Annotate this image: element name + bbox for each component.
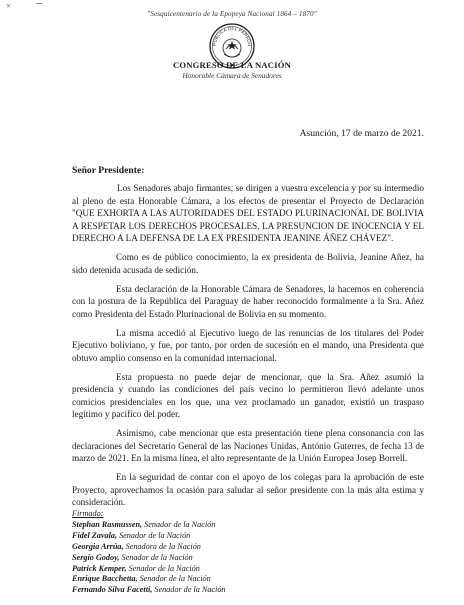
signer-title: Senador de la Nación — [137, 574, 211, 584]
signer-title: Senador de la Nación — [126, 563, 200, 573]
signer-row — [72, 542, 226, 553]
signers-label: Firmado: — [72, 509, 104, 518]
signer-row — [72, 531, 226, 542]
paragraph-4: La misma accedió al Ejecutivo luego de las renuncias de los titulares del Poder Ejecutivo boliviano, y fue, por tanto, por orden de sucesión en el mando, una Presidenta que obtuvo amplio consenso en la comunidad internacional. — [72, 327, 424, 363]
paragraph-1 — [72, 182, 424, 245]
corner-mark: × — [6, 1, 12, 11]
paragraph-7: En la seguridad de contar con el apoyo de los colegas para la aprobación de este Proyecto, aprovechamos la ocasión para saludar al señor presidente con la más alta estima y consideración. — [72, 472, 424, 507]
signer-title: Senador de la Nación — [142, 519, 216, 529]
signer-title: Senador de la Nación — [117, 530, 191, 540]
signer-row — [72, 553, 226, 564]
signer-name: Fernando Silva Facetti, — [72, 585, 153, 595]
signer-title: Senador de la Nación — [119, 552, 193, 562]
signer-name: Enrique Bacchetta, — [72, 574, 138, 584]
signer-name: Stephan Rasmussen, — [72, 519, 143, 529]
letter-body — [72, 182, 424, 515]
corner-tick — [36, 3, 42, 4]
signer-name: Georgia Arrúa, — [72, 541, 124, 551]
signers-block — [72, 509, 226, 596]
paragraph-6: Asimismo, cabe mencionar que esta presentación tiene plena consonancia con las declaraciones del Secretario General de las Naciones Unidas, António Guterres, de fecha 13 de marzo de 2021. En la misma línea, el alto representante de la Unión Europea Josep Borrell. — [72, 428, 424, 463]
signer-row — [72, 585, 226, 596]
signer-name: Fidel Zavala, — [72, 530, 118, 540]
paragraph-1-intro: Los Senadores abajo firmantes, se dirigen a vuestra excelencia y por su intermedio al pleno de esta Honorable Cámara, a los efectos de presentar el Proyecto de Declaración — [72, 183, 424, 206]
declaration-title: "QUE EXHORTA A LAS AUTORIDADES DEL ESTADO PLURINACIONAL DE BOLIVIA A RESPETAR LOS DERECHOS PROCESALES, LA PRESUNCION DE INOCENCIA Y EL DERECHO A LA DEFENSA DE LA EX PRESIDENTA JEANINE ÁÑEZ CHÁVEZ". — [72, 208, 424, 243]
institution-name: CONGRESO DE LA NACIÓN — [172, 60, 292, 70]
salutation: Señor Presidente: — [72, 165, 145, 176]
signer-name: Patrick Kemper, — [72, 563, 127, 573]
paragraph-3: Esta declaración de la Honorable Cámara de Senadores, la hacemos en coherencia con la postura de la República del Paraguay de haber reconocido formalmente a la Sra. Añez como Presidenta del Estado Plurinacional de Bolivia en su momento. — [72, 283, 424, 319]
paragraph-5: Esta propuesta no puede dejar de mencionar, que la Sra. Añez asumió la presidencia y cuando las condiciones del país vecino lo permitieron llevó adelante unos comicios presidenciales en los que, una vez proclamado un ganador, existió un traspaso legítimo y pacífico del poder. — [72, 371, 424, 419]
signer-row — [72, 564, 226, 575]
letter-date: Asunción, 17 de marzo de 2021. — [299, 128, 424, 139]
signer-title: Senador de la Nación — [152, 585, 226, 595]
chamber-name: Honorable Cámara de Senadores — [182, 71, 282, 80]
seal-text: PUBLICA DEL PARAGU — [211, 25, 253, 47]
signer-row — [72, 574, 226, 585]
paragraph-2: Como es de público conocimiento, la ex presidenta de Bolivia, Jeanine Añez, ha sido detenida acusada de sedición. — [72, 252, 424, 275]
signer-title: Senadora de la Nación — [123, 541, 201, 551]
signer-row — [72, 520, 226, 531]
header-motto: "Sesquicentenario de la Epopeya Nacional 1864 – 1870" — [147, 10, 317, 18]
signer-name: Sergio Godoy, — [72, 552, 120, 562]
